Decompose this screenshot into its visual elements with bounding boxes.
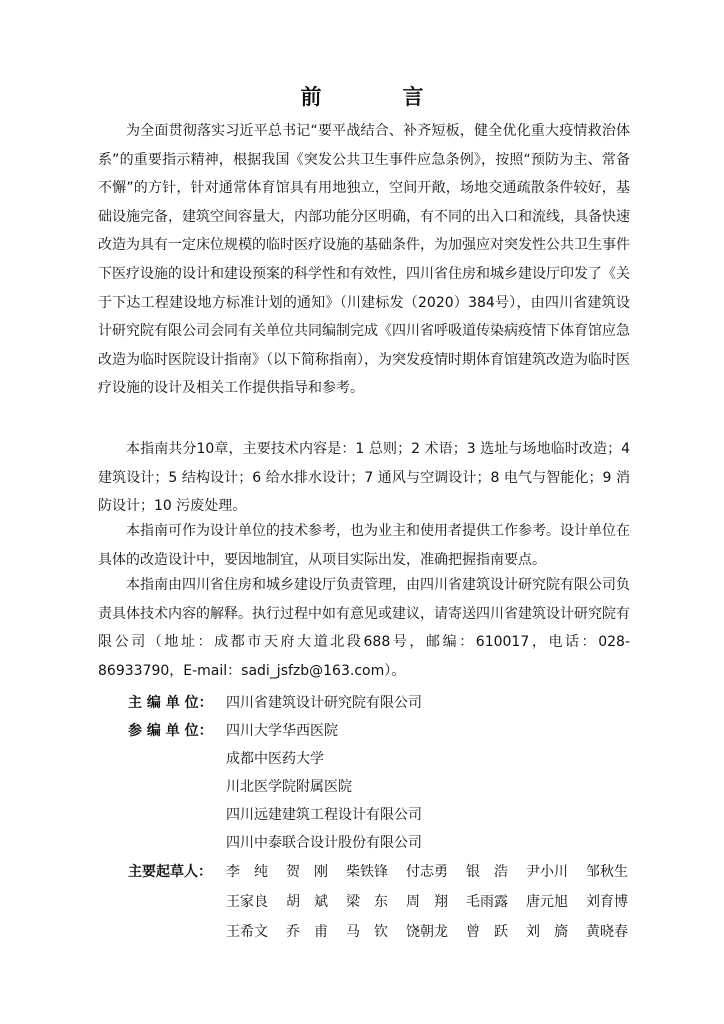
drafter-name: 李 纯 [226, 864, 268, 880]
drafter-name: 胡 斌 [286, 894, 328, 910]
drafter-name: 刘育博 [586, 894, 628, 910]
foreword-paragraph-1: 为全面贯彻落实习近平总书记“要平战结合、补齐短板，健全优化重大疫情救治体系”的重要指示精神，根据我国《突发公共卫生事件应急条例》，按照“预防为主、常备不懈”的方针，针对通常体育馆具有用地独立，空间开敞，场地交通疏散条件较好，基础设施完备，建筑空间容量大，内部功能分区明确，有不同的出入口和流线，具备快速改造为具有一定床位规模的临时医疗设施的基础条件，为加强应对突发性公共卫生事件下医疗设施的设计和建设预案的科学性和有效性，四川省住房和城乡建设厅印发了《关于下达工程建设地方标准计划的通知》（川建标发（2020）384号），由四川省建筑设计研究院有限公司会同有关单位共同编制完成《四川省呼吸道传染病疫情下体育馆应急改造为临时医院设计指南》（以下简称指南），为突发疫情时期体育馆建筑改造为临时医疗设施的设计及相关工作提供指导和参考。 [98, 123, 630, 397]
drafter-name: 唐元旭 [526, 894, 568, 910]
drafter-name: 黄晓春 [586, 924, 628, 940]
drafters-row-1 [226, 858, 628, 886]
drafter-name: 梁 东 [346, 894, 388, 910]
drafter-name: 马 钦 [346, 924, 388, 940]
drafter-name: 乔 甫 [286, 924, 328, 940]
participating-unit-1: 四川大学华西医院 [226, 723, 338, 739]
drafter-name: 刘 旖 [526, 924, 568, 940]
foreword-paragraph-3: 本指南可作为设计单位的技术参考，也为业主和使用者提供工作参考。设计单位在具体的改造设计中，要因地制宜，从项目实际出发，准确把握指南要点。 [98, 523, 630, 568]
drafter-name: 银 浩 [466, 864, 508, 880]
foreword-paragraph-2: 本指南共分10章，主要技术内容是：1 总则；2 术语；3 选址与场地临时改造；4 建筑设计；5 结构设计；6 给水排水设计；7 通风与空调设计；8 电气与智能化；9 消防设计；10 污废处理。 [98, 441, 630, 515]
drafters-label: 主要起草人： [128, 864, 212, 880]
drafter-name: 尹小川 [526, 864, 568, 880]
drafter-name: 王家良 [226, 894, 268, 910]
drafter-name: 饶朝龙 [406, 924, 448, 940]
drafter-name: 毛雨露 [466, 894, 508, 910]
foreword-paragraph-4: 本指南由四川省住房和城乡建设厅负责管理，由四川省建筑设计研究院有限公司负责具体技术内容的解释。执行过程中如有意见或建议，请寄送四川省建筑设计研究院有限公司（地址：成都市天府大道北段688号，邮编：610017，电话：028-86933790，E-mail：sadi_jsfzb@163.com）。 [98, 577, 630, 679]
drafters-row-2 [226, 888, 628, 916]
participating-unit-3: 川北医学院附属医院 [226, 779, 352, 795]
page-title: 前 言 [300, 84, 454, 109]
participating-unit-2: 成都中医药大学 [226, 751, 324, 767]
drafter-name: 王希文 [226, 924, 268, 940]
drafter-name: 贺 刚 [286, 864, 328, 880]
participating-unit-4: 四川远建建筑工程设计有限公司 [226, 807, 422, 823]
drafter-name: 柴铁锋 [346, 864, 388, 880]
drafter-name: 周 翔 [406, 894, 448, 910]
drafter-name: 付志勇 [406, 864, 448, 880]
participating-label: 参 编 单 位： [128, 723, 213, 739]
chief-editor-unit: 四川省建筑设计研究院有限公司 [226, 695, 422, 711]
drafter-name: 曾 跃 [466, 924, 508, 940]
drafter-name: 邹秋生 [586, 864, 628, 880]
participating-unit-5: 四川中泰联合设计股份有限公司 [226, 835, 422, 851]
drafters-row-3 [226, 918, 628, 946]
chief-editor-label: 主 编 单 位： [128, 695, 213, 711]
